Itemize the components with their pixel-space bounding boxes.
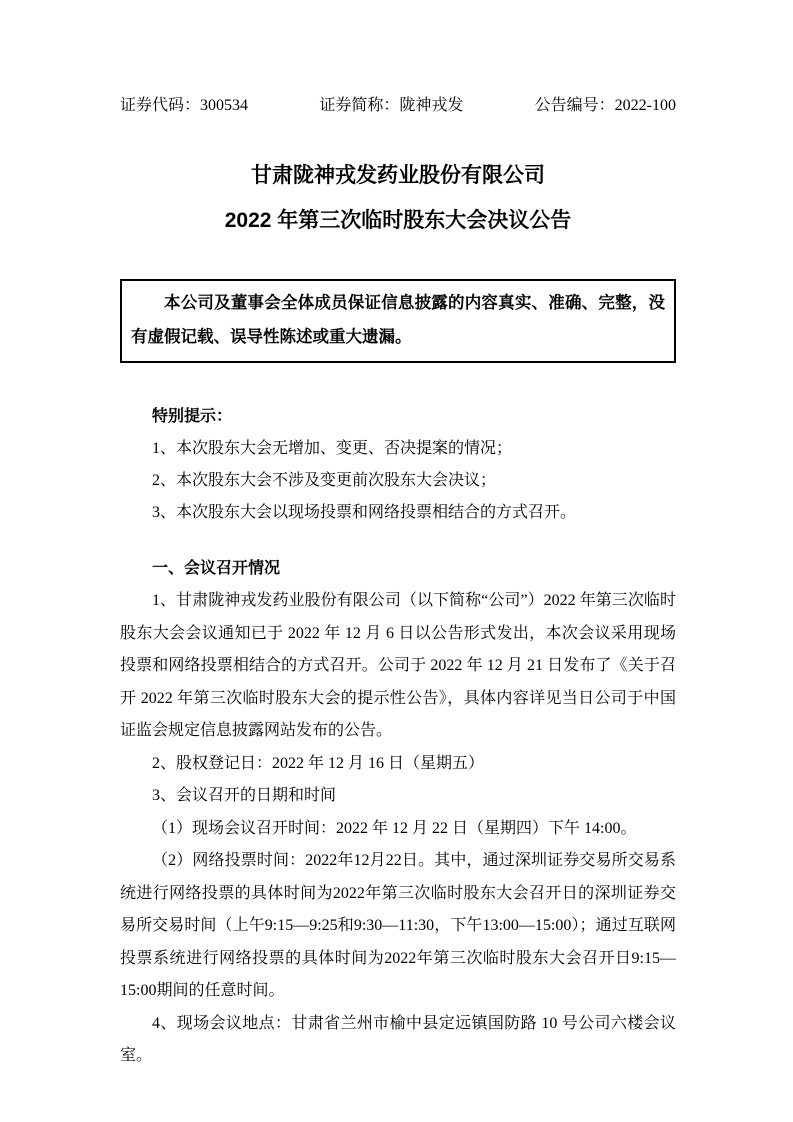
disclaimer-box [120,279,676,363]
special-notice-item-1: 1、本次股东大会无增加、变更、否决提案的情况； [152,440,513,457]
paragraph-onsite-meeting-time: （1）现场会议召开时间：2022 年 12 月 22 日（星期四）下午 14:00。 [152,819,637,837]
paragraph-meeting-notice: 1、甘肃陇神戎发药业股份有限公司（以下简称“公司”）2022 年第三次临时股东大会会议通知已于 2022 年 12 月 6 日以公告形式发出，本次会议采用现场投票和网络投票相结合的方式召开。公司于 2022 年 12 月 21 日发布了《关于召开 2022 年第三次临时股东大会的提示性公告》，具体内容详见当日公司于中国证监会规定信息披露网站发布的公告。 [120,592,676,739]
special-notice-item-2: 2、本次股东大会不涉及变更前次股东大会决议； [152,472,497,489]
document-header [120,96,676,116]
document-title: 2022 年第三次临时股东大会决议公告 [224,209,572,232]
special-notice-item-3: 3、本次股东大会以现场投票和网络投票相结合的方式召开。 [152,504,577,521]
disclaimer-text: 本公司及董事会全体成员保证信息披露的内容真实、准确、完整，没有虚假记载、误导性陈述或重大遗漏。 [131,294,665,346]
stock-code-label: 证券代码：300534 [120,97,249,114]
company-name-title: 甘肃陇神戎发药业股份有限公司 [251,164,545,187]
section-heading-meeting-convening: 一、会议召开情况 [152,560,281,577]
paragraph-meeting-location: 4、现场会议地点：甘肃省兰州市榆中县定远镇国防路 10 号公司六楼会议室。 [120,1014,676,1064]
paragraph-online-voting-time: （2）网络投票时间：2022年12月22日。其中，通过深圳证券交易所交易系统进行网络投票的具体时间为2022年第三次临时股东大会召开日的深圳证券交易所交易时间（上午9:15—9:25和9:30—11:30，下午13:00—15:00）；通过互联网投票系统进行网络投票的具体时间为2022年第三次临时股东大会召开日9:15—15:00期间的任意时间。 [120,852,676,999]
paragraph-record-date: 2、股权登记日：2022 年 12 月 16 日（星期五） [152,754,485,772]
announcement-number-label: 公告编号：2022-100 [534,97,676,114]
special-notice-heading: 特别提示： [152,408,233,425]
stock-name-label: 证券简称：陇神戎发 [319,97,464,114]
paragraph-meeting-datetime-heading: 3、会议召开的日期和时间 [152,787,337,804]
